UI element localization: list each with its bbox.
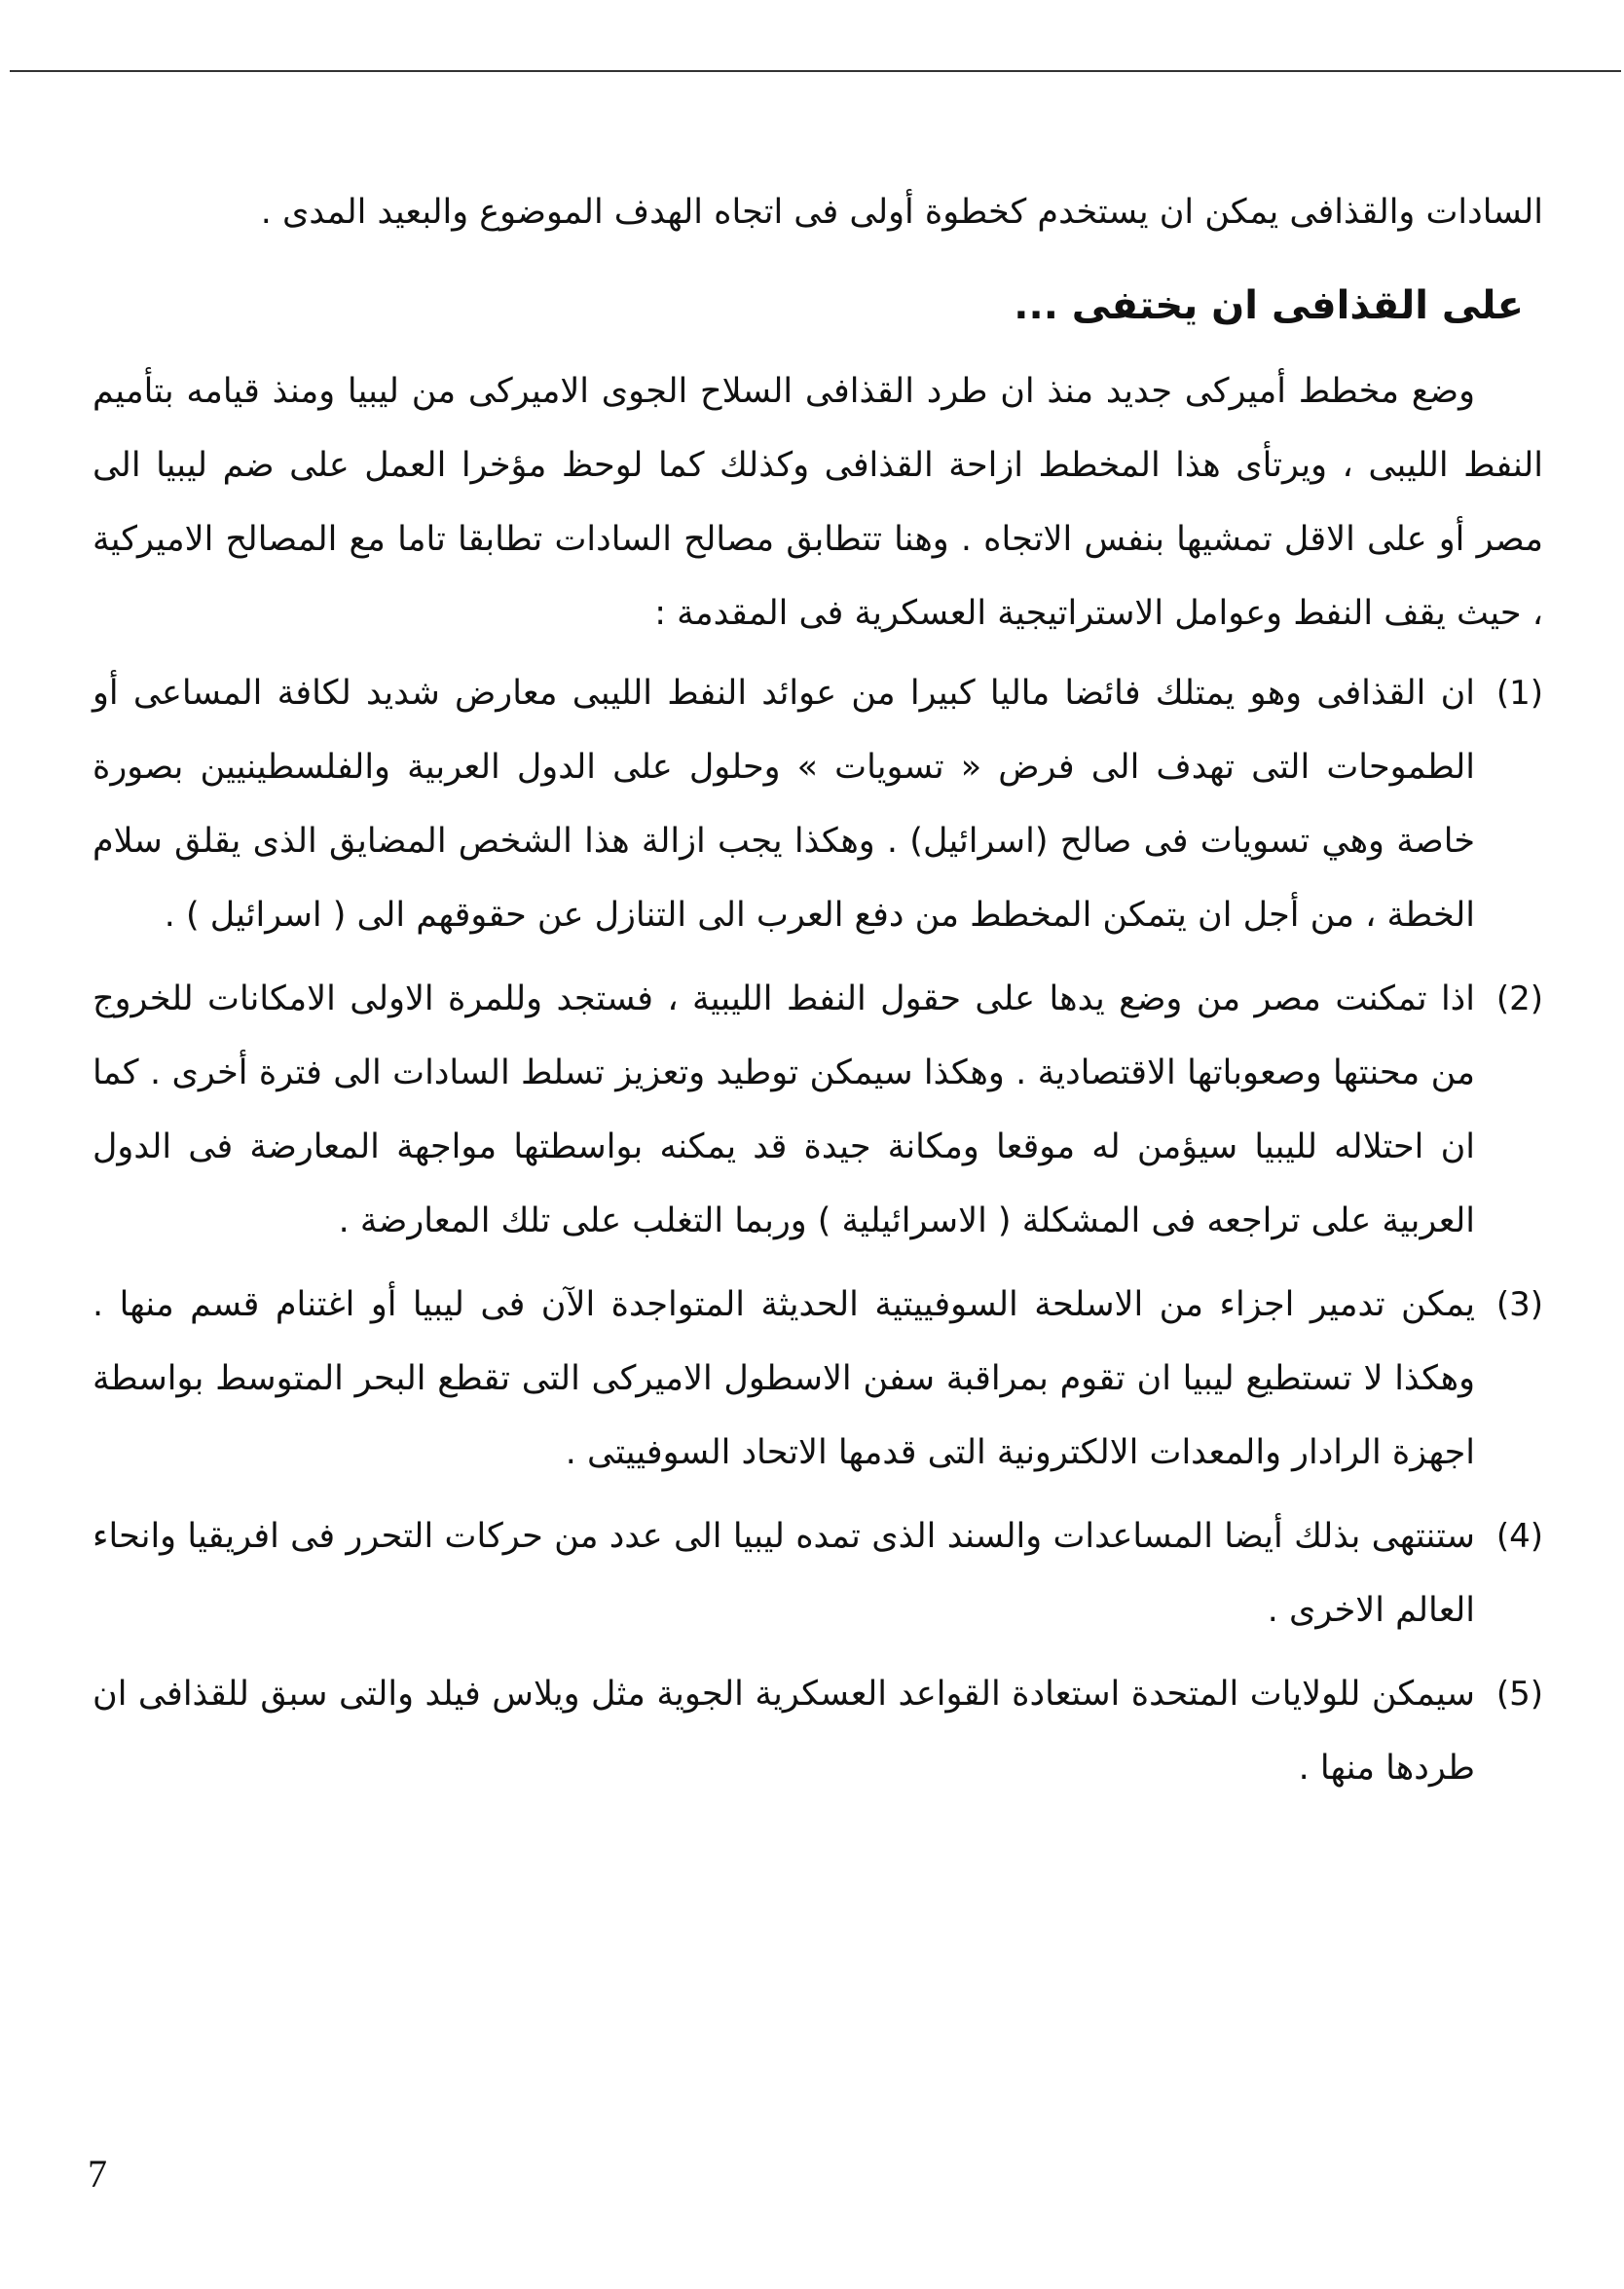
list-item-text: سيمكن للولايات المتحدة استعادة القواعد العسكرية الجوية مثل ويلاس فيلد والتى سبق للقذافى ان طردها منها . xyxy=(92,1675,1475,1788)
main-paragraph: وضع مخطط أميركى جديد منذ ان طرد القذافى السلاح الجوى الاميركى من ليبيا ومنذ قيامه بتأميم النفط الليبى ، ويرتأى هذا المخطط ازاحة القذافى وكذلك كما لوحظ مؤخرا العمل على ضم ليبيا الى مصر أو على الاقل تمشيها بنفس الاتجاه . وهنا تتطابق مصالح السادات تطابقا تاما مع المصالح الاميركية ، حيث يقف النفط وعوامل الاستراتيجية العسكرية فى المقدمة : xyxy=(92,372,1543,633)
list-item xyxy=(92,962,1543,1258)
numbered-list xyxy=(92,656,1543,1805)
list-item xyxy=(92,1268,1543,1490)
list-item-number: (5) xyxy=(1495,1675,1543,1714)
list-item-number: (2) xyxy=(1495,979,1543,1018)
list-item-text: يمكن تدمير اجزاء من الاسلحة السوفييتية الحديثة المتواجدة الآن فى ليبيا أو اغتنام قسم منها . وهكذا لا تستطيع ليبيا ان تقوم بمراقبة سفن الاسطول الاميركى التى تقطع البحر المتوسط بواسطة اجهزة الرادار والمعدات الالكترونية التى قدمها الاتحاد السوفييتى . xyxy=(92,1285,1475,1472)
page-body xyxy=(92,175,1543,1815)
page-number: 7 xyxy=(88,2152,107,2196)
top-rule xyxy=(10,70,1621,72)
intro-paragraph: السادات والقذافى يمكن ان يستخدم كخطوة أولى فى اتجاه الهدف الموضوع والبعيد المدى . xyxy=(260,193,1543,232)
list-item-number: (1) xyxy=(1495,674,1543,713)
list-item xyxy=(92,1657,1543,1805)
list-item-text: ستنتهى بذلك أيضا المساعدات والسند الذى تمده ليبيا الى عدد من حركات التحرر فى افريقيا وانحاء العالم الاخرى . xyxy=(92,1517,1475,1630)
list-item xyxy=(92,1499,1543,1647)
list-item-number: (3) xyxy=(1495,1285,1543,1324)
list-item-text: اذا تمكنت مصر من وضع يدها على حقول النفط الليبية ، فستجد وللمرة الاولى الامكانات للخروج من محنتها وصعوباتها الاقتصادية . وهكذا سيمكن توطيد وتعزيز تسلط السادات الى فترة أخرى . كما ان احتلاله لليبيا سيؤمن له موقعا ومكانة جيدة قد يمكنه بواسطتها مواجهة المعارضة فى الدول العربية على تراجعه فى المشكلة ( الاسرائيلية ) وربما التغلب على تلك المعارضة . xyxy=(92,979,1475,1240)
list-item xyxy=(92,656,1543,952)
list-item-number: (4) xyxy=(1495,1517,1543,1556)
list-item-text: ان القذافى وهو يمتلك فائضا ماليا كبيرا من عوائد النفط الليبى معارض شديد لكافة المساعى أو الطموحات التى تهدف الى فرض « تسويات » وحلول على الدول العربية والفلسطينيين بصورة خاصة وهي تسويات فى صالح (اسرائيل) . وهكذا يجب ازالة هذا الشخص المضايق الذى يقلق سلام الخطة ، من أجل ان يتمكن المخطط من دفع العرب الى التنازل عن حقوقهم الى ( اسرائيل ) . xyxy=(92,674,1475,935)
section-heading: على القذافى ان يختفى ... xyxy=(1014,283,1524,328)
